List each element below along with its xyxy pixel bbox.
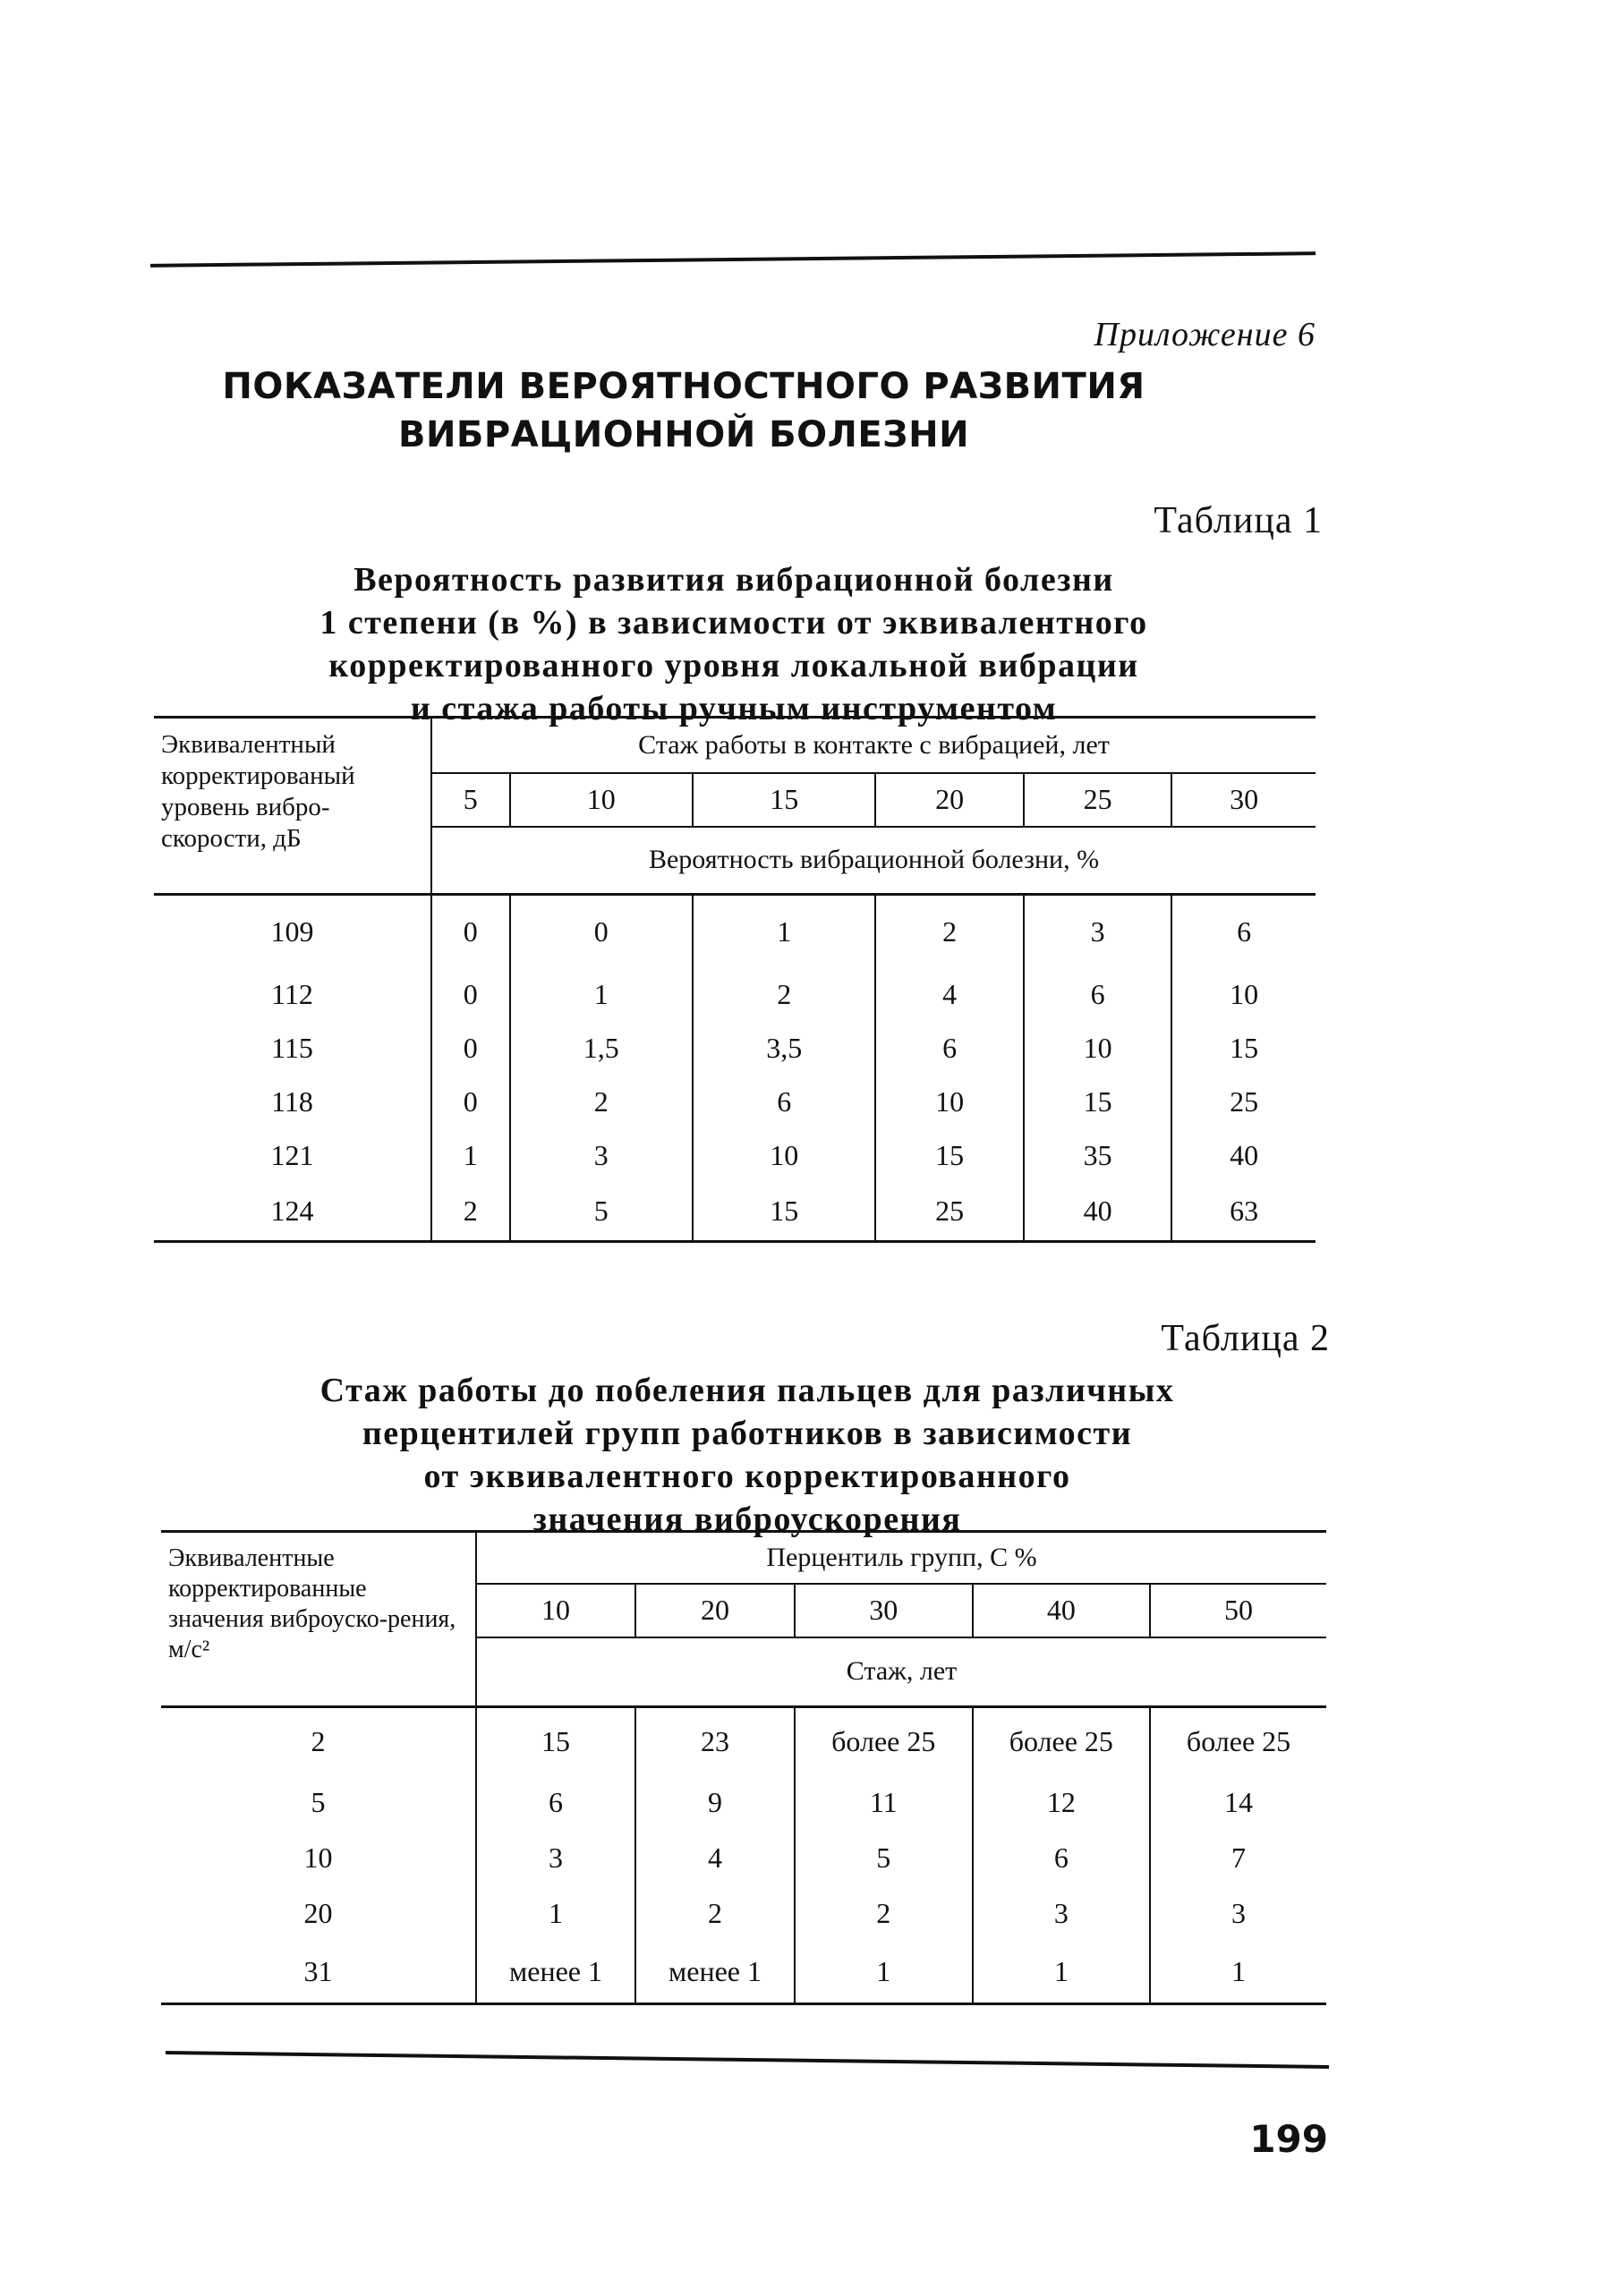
table1-value-cell: 6 xyxy=(693,1076,875,1129)
table1-row xyxy=(154,1022,1316,1076)
table2-value-cell: 12 xyxy=(973,1775,1151,1831)
table1-value-cell: 3 xyxy=(1024,895,1171,968)
table2-row xyxy=(161,1942,1326,2004)
table1-level-cell: 121 xyxy=(154,1129,431,1183)
table1-value-cell: 15 xyxy=(693,1183,875,1242)
table1-value-cell: 6 xyxy=(1024,968,1171,1022)
table2-value-cell: более 25 xyxy=(795,1707,973,1775)
table1-col-header: 10 xyxy=(510,773,693,827)
table2-col-header: 20 xyxy=(635,1584,795,1637)
table1-value-cell: 10 xyxy=(1230,978,1259,1010)
appendix-label: Приложение 6 xyxy=(1094,316,1316,353)
table2-value-cell: 1 xyxy=(476,1886,635,1942)
title-line-1: ПОКАЗАТЕЛИ ВЕРОЯТНОСТНОГО РАЗВИТИЯ xyxy=(222,366,1145,407)
table2-caption xyxy=(166,1369,1329,1541)
table2-value-cell: 3 xyxy=(1231,1897,1247,1929)
table1-row-header: Эквивалентный корректированый уровень вибро-скорости, дБ xyxy=(154,718,431,895)
table1-value-cell: 15 xyxy=(875,1129,1023,1183)
table1-level-cell: 112 xyxy=(154,968,431,1022)
table1-group-header: Стаж работы в контакте с вибрацией, лет xyxy=(431,718,1316,773)
table1-value-cell: 40 xyxy=(1024,1183,1171,1242)
table2-row xyxy=(161,1775,1326,1831)
table2-caption-line: Стаж работы до побеления пальцев для различных xyxy=(319,1372,1175,1409)
table2-value-cell: 14 xyxy=(1224,1786,1254,1818)
table2-level-cell: 31 xyxy=(161,1942,476,2004)
table2-value-cell: 1 xyxy=(795,1942,973,2004)
table1-value-cell: 0 xyxy=(431,1076,510,1129)
table2-level-cell: 20 xyxy=(161,1886,476,1942)
table2-row-header: Эквивалентные корректированные значения виброуско-рения, м/с² xyxy=(161,1532,476,1707)
table2-caption-line: от эквивалентного корректированного xyxy=(423,1458,1071,1495)
table1 xyxy=(154,716,1316,1243)
table2-value-cell: 4 xyxy=(635,1831,795,1886)
table1-label: Таблица 1 xyxy=(1154,500,1323,541)
table1-row xyxy=(154,968,1316,1022)
table1-level-cell: 109 xyxy=(154,895,431,968)
table2-value-cell: 2 xyxy=(795,1886,973,1942)
page-number: 199 xyxy=(1249,2117,1328,2161)
table2-value-cell: 5 xyxy=(795,1831,973,1886)
table1-value-cell: 3,5 xyxy=(693,1022,875,1076)
table1-caption-line: 1 степени (в %) в зависимости от эквивалентного xyxy=(319,604,1148,642)
table2-value-cell: 3 xyxy=(973,1886,1151,1942)
table2-row xyxy=(161,1707,1326,1775)
table1-col-header: 20 xyxy=(875,773,1023,827)
table2-row xyxy=(161,1886,1326,1942)
table2-value-cell: более 25 xyxy=(973,1707,1151,1775)
table2-level-cell: 5 xyxy=(161,1775,476,1831)
table1-value-cell: 2 xyxy=(693,968,875,1022)
table1-sub-header: Вероятность вибрационной болезни, % xyxy=(431,827,1316,895)
table2-value-cell: 9 xyxy=(635,1775,795,1831)
table1-value-cell: 2 xyxy=(431,1183,510,1242)
table2-level-cell: 10 xyxy=(161,1831,476,1886)
table2-label: Таблица 2 xyxy=(1161,1318,1330,1359)
table1-value-cell: 1 xyxy=(510,968,693,1022)
bottom-rule xyxy=(166,2051,1329,2069)
table2-col-header: 40 xyxy=(973,1584,1151,1637)
table2-row xyxy=(161,1831,1326,1886)
table1-value-cell: 40 xyxy=(1230,1139,1259,1171)
table1-value-cell: 1 xyxy=(431,1129,510,1183)
table1-level-cell: 115 xyxy=(154,1022,431,1076)
table2-caption-line: значения виброускорения xyxy=(532,1501,962,1538)
table1-value-cell: 0 xyxy=(510,895,693,968)
table2-sub-header: Стаж, лет xyxy=(476,1637,1326,1707)
table1-caption-line: и стажа работы ручным инструментом xyxy=(410,690,1058,727)
table2-value-cell: 15 xyxy=(476,1707,635,1775)
table1-value-cell: 6 xyxy=(1237,914,1252,948)
top-rule xyxy=(150,251,1316,268)
table1-value-cell: 15 xyxy=(1024,1076,1171,1129)
table1-caption-line: корректированного уровня локальной вибрации xyxy=(328,647,1139,685)
table2-value-cell: 6 xyxy=(476,1775,635,1831)
table2-value-cell: более 25 xyxy=(1186,1724,1291,1757)
table1-value-cell: 25 xyxy=(875,1183,1023,1242)
table1-row xyxy=(154,895,1316,968)
table2-caption-line: перцентилей групп работников в зависимости xyxy=(362,1415,1133,1452)
table1-value-cell: 1 xyxy=(693,895,875,968)
table1-level-cell: 118 xyxy=(154,1076,431,1129)
table2-col-header: 30 xyxy=(795,1584,973,1637)
table1-value-cell: 0 xyxy=(431,968,510,1022)
table2-col-header: 10 xyxy=(476,1584,635,1637)
table1-col-header: 30 xyxy=(1171,773,1316,827)
table1-row xyxy=(154,1076,1316,1129)
table2-value-cell: 6 xyxy=(973,1831,1151,1886)
table1-value-cell: 3 xyxy=(510,1129,693,1183)
table2-value-cell: 1 xyxy=(973,1942,1151,2004)
table2-value-cell: 23 xyxy=(635,1707,795,1775)
title-line-2: ВИБРАЦИОННОЙ БОЛЕЗНИ xyxy=(397,414,970,455)
table1-value-cell: 2 xyxy=(875,895,1023,968)
table1-value-cell: 35 xyxy=(1024,1129,1171,1183)
table2-value-cell: 7 xyxy=(1231,1841,1247,1874)
table1-value-cell: 10 xyxy=(875,1076,1023,1129)
table1-caption-line: Вероятность развития вибрационной болезни xyxy=(353,561,1114,599)
table1-value-cell: 63 xyxy=(1171,1183,1316,1242)
table1-value-cell: 5 xyxy=(510,1183,693,1242)
table2-value-cell: 2 xyxy=(635,1886,795,1942)
table1-row xyxy=(154,1183,1316,1242)
page-title xyxy=(0,362,1618,459)
table1-value-cell: 0 xyxy=(431,1022,510,1076)
table1-body xyxy=(154,895,1316,1242)
table2-value-cell: 11 xyxy=(795,1775,973,1831)
table1-value-cell: 15 xyxy=(1230,1032,1259,1064)
table2-value-cell: 1 xyxy=(1150,1942,1326,2004)
table2-group-header: Перцентиль групп, С % xyxy=(476,1532,1326,1584)
table2-col-header: 50 xyxy=(1150,1584,1326,1637)
table1-caption xyxy=(152,558,1316,730)
table1-col-header: 25 xyxy=(1024,773,1171,827)
table1-col-header: 15 xyxy=(693,773,875,827)
table2-value-cell: 3 xyxy=(476,1831,635,1886)
table1-value-cell: 4 xyxy=(875,968,1023,1022)
table1-value-cell: 0 xyxy=(431,895,510,968)
table2-body xyxy=(161,1707,1326,2004)
table1-row xyxy=(154,1129,1316,1183)
table1-level-cell: 124 xyxy=(154,1183,431,1242)
table1-value-cell: 1,5 xyxy=(510,1022,693,1076)
table1-value-cell: 10 xyxy=(693,1129,875,1183)
table1-value-cell: 6 xyxy=(875,1022,1023,1076)
table2-level-cell: 2 xyxy=(161,1707,476,1775)
table1-value-cell: 25 xyxy=(1230,1085,1259,1118)
table1-value-cell: 10 xyxy=(1024,1022,1171,1076)
table2 xyxy=(161,1530,1326,2005)
table1-value-cell: 2 xyxy=(510,1076,693,1129)
table2-value-cell: менее 1 xyxy=(635,1942,795,2004)
table2-value-cell: менее 1 xyxy=(476,1942,635,2004)
table1-col-header: 5 xyxy=(431,773,510,827)
